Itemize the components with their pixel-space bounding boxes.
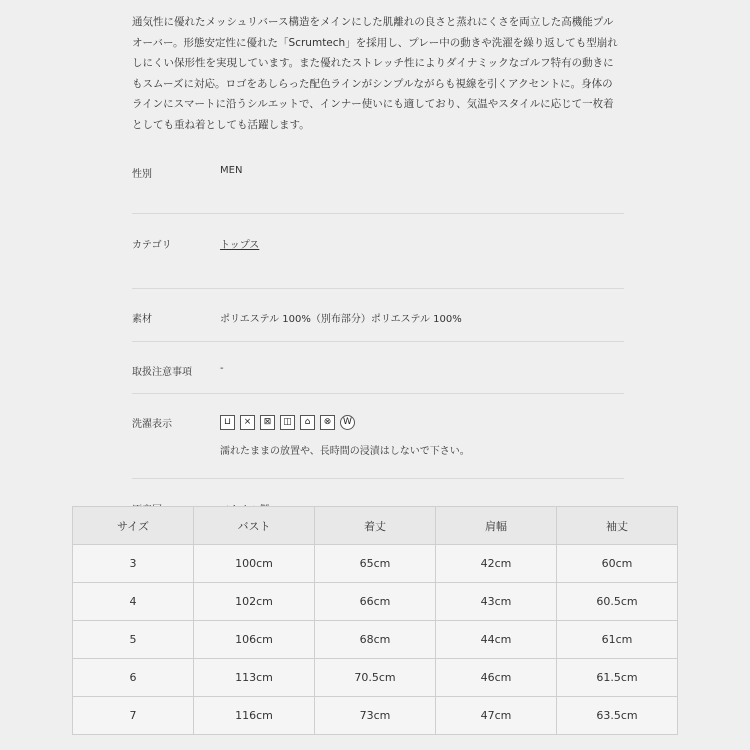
spec-row-material [132,289,624,342]
header-sleeve: 袖丈 [557,507,678,545]
table-cell: 100cm [194,545,315,583]
no-bleach-icon: ⨯ [240,415,255,430]
iron-icon: ⌂ [300,415,315,430]
header-size: サイズ [73,507,194,545]
spec-label: カテゴリ [132,240,172,251]
table-cell: 73cm [315,697,436,735]
table-row [73,659,678,697]
category-link[interactable]: トップス [220,240,260,251]
table-cell: 102cm [194,583,315,621]
no-tumble-dry-icon: ⊠ [260,415,275,430]
size-table-header [73,507,678,545]
wash-tub-icon: ⊔ [220,415,235,430]
header-length: 着丈 [315,507,436,545]
table-cell: 66cm [315,583,436,621]
spec-value: MEN [220,165,243,176]
wet-clean-icon: W [340,415,355,430]
header-shoulder: 肩幅 [436,507,557,545]
spec-row-category [132,214,624,289]
table-cell: 63.5cm [557,697,678,735]
table-cell: 3 [73,545,194,583]
spec-value: ポリエステル 100%（別布部分）ポリエステル 100% [220,314,462,325]
spec-label: 取扱注意事項 [132,367,192,378]
table-cell: 60cm [557,545,678,583]
washing-note: 濡れたままの放置や、長時間の浸漬はしないで下さい。 [220,446,470,457]
table-row [73,583,678,621]
table-cell: 116cm [194,697,315,735]
table-cell: 68cm [315,621,436,659]
care-icons [220,415,624,430]
no-dry-clean-icon: ⊗ [320,415,335,430]
spec-list [132,165,624,532]
table-cell: 42cm [436,545,557,583]
table-row [73,697,678,735]
spec-label: 性別 [132,169,152,180]
spec-label: 洗濯表示 [132,419,172,430]
line-dry-shade-icon: ◫ [280,415,295,430]
table-cell: 4 [73,583,194,621]
table-row [73,545,678,583]
spec-value: - [220,363,224,374]
table-cell: 70.5cm [315,659,436,697]
spec-row-washing [132,394,624,479]
table-cell: 47cm [436,697,557,735]
table-row [73,621,678,659]
table-cell: 43cm [436,583,557,621]
table-cell: 46cm [436,659,557,697]
spec-value [220,415,624,457]
size-table [72,506,678,735]
table-cell: 65cm [315,545,436,583]
table-cell: 60.5cm [557,583,678,621]
spec-label: 素材 [132,314,152,325]
product-description: 通気性に優れたメッシュリバース構造をメインにした肌離れの良さと蒸れにくさを両立した高機能プルオーバー。形態安定性に優れた「Scrumtech」を採用し、プレー中の動きや洗濯を繰り返しても型崩れしにくい保形性を実現しています。また優れたストレッチ性によりダイナミックなゴルフ特有の動きにもスムーズに対応。ロゴをあしらった配色ラインがシンプルながらも視線を引くアクセントに。身体のラインにスマートに沿うシルエットで、インナー使いにも適しており、気温やスタイルに応じて一枚着としても重ね着としても活躍します。 [132,16,618,131]
table-cell: 61cm [557,621,678,659]
table-cell: 5 [73,621,194,659]
table-cell: 106cm [194,621,315,659]
spec-row-gender [132,165,624,214]
table-cell: 61.5cm [557,659,678,697]
table-cell: 7 [73,697,194,735]
table-cell: 6 [73,659,194,697]
spec-row-handling [132,342,624,394]
table-cell: 113cm [194,659,315,697]
header-bust: バスト [194,507,315,545]
table-cell: 44cm [436,621,557,659]
